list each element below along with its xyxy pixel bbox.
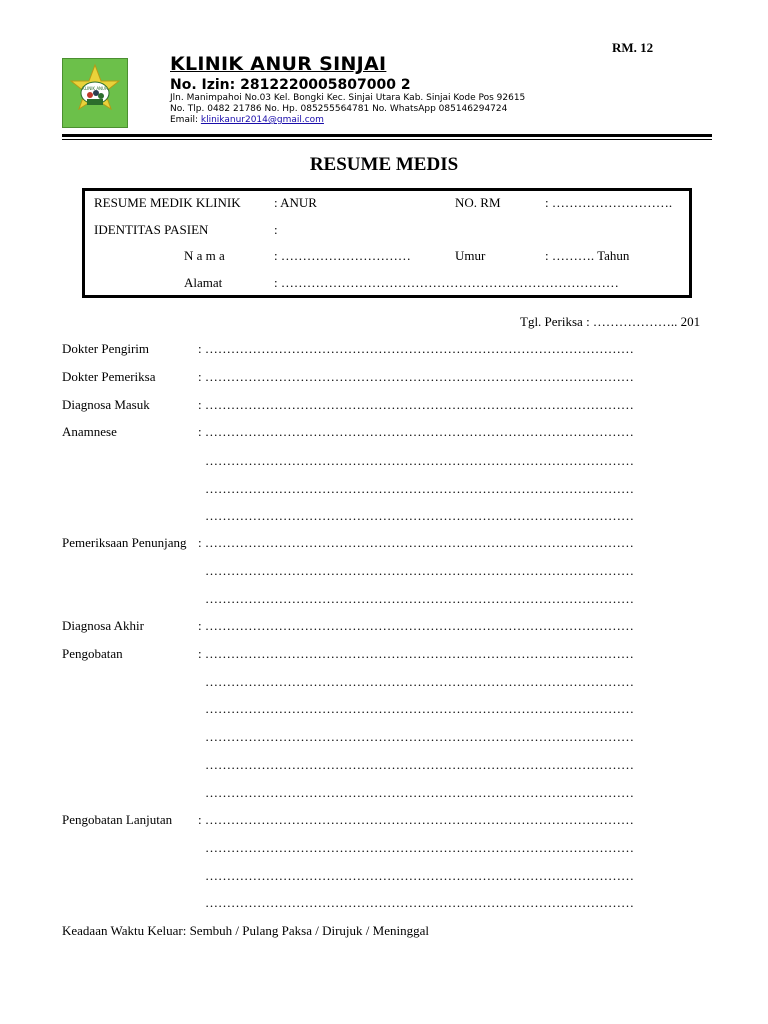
pengobatan-line[interactable]: : ……………………………………………………………………………………… — [198, 646, 634, 661]
pengobatan-lanjutan-label: Pengobatan Lanjutan — [62, 812, 173, 827]
form-code: RM. 12 — [612, 40, 654, 55]
pengobatan-lanjutan-cont-line[interactable]: ……………………………………………………………………………………… — [205, 895, 634, 910]
no-rm-label: NO. RM — [455, 195, 501, 210]
clinic-email-line — [170, 115, 324, 125]
pengobatan-lanjutan-cont-line[interactable]: ……………………………………………………………………………………… — [205, 868, 634, 883]
clinic-label: RESUME MEDIK KLINIK — [94, 195, 241, 210]
clinic-name: KLINIK ANUR SINJAI — [170, 53, 387, 75]
pengobatan-lanjutan-cont-line[interactable]: ……………………………………………………………………………………… — [205, 840, 634, 855]
clinic-license: No. Izin: 2812220005807000 2 — [170, 77, 411, 93]
clinic-address: Jln. Manimpahoi No.03 Kel. Bongki Kec. Sinjai Utara Kab. Sinjai Kode Pos 92615 — [170, 93, 526, 103]
diagnosa-akhir-line[interactable]: : ……………………………………………………………………………………… — [198, 618, 634, 633]
dokter-pemeriksa-line[interactable]: : ……………………………………………………………………………………… — [198, 369, 634, 384]
logo-lettering: KLINIK ANUR — [82, 86, 108, 91]
name-label: N a m a — [184, 248, 225, 263]
no-rm-value[interactable]: : ………………………. — [545, 195, 673, 210]
pengobatan-cont-line[interactable]: ……………………………………………………………………………………… — [205, 729, 634, 744]
email-label: Email: — [170, 115, 201, 125]
pengobatan-cont-line[interactable]: ……………………………………………………………………………………… — [205, 757, 634, 772]
email-link[interactable]: klinikanur2014@gmail.com — [200, 115, 324, 125]
pemeriksaan-penunjang-line[interactable]: : ……………………………………………………………………………………… — [198, 535, 634, 550]
clinic-phones: No. Tlp. 0482 21786 No. Hp. 085255564781 No. WhatsApp 085146294724 — [170, 104, 508, 114]
pengobatan-lanjutan-line[interactable]: : ……………………………………………………………………………………… — [198, 812, 634, 827]
header-rule-thin — [62, 139, 712, 140]
discharge-state: Keadaan Waktu Keluar: Sembuh / Pulang Paksa / Dirujuk / Meninggal — [62, 923, 429, 938]
pengobatan-label: Pengobatan — [62, 646, 123, 661]
dokter-pengirim-line[interactable]: : ……………………………………………………………………………………… — [198, 341, 634, 356]
patient-identity-label: IDENTITAS PASIEN — [94, 222, 209, 237]
dokter-pemeriksa-label: Dokter Pemeriksa — [62, 369, 156, 384]
diagnosa-akhir-label: Diagnosa Akhir — [62, 618, 144, 633]
dokter-pengirim-label: Dokter Pengirim — [62, 341, 150, 356]
name-value[interactable]: : ………………………… — [274, 248, 411, 263]
anamnese-label: Anamnese — [62, 424, 117, 439]
address-value[interactable]: : …………………………………………………………………… — [274, 275, 619, 290]
pengobatan-cont-line[interactable]: ……………………………………………………………………………………… — [205, 785, 634, 800]
document-title: RESUME MEDIS — [309, 154, 459, 175]
pemeriksaan-penunjang-cont-line[interactable]: ……………………………………………………………………………………… — [205, 591, 634, 606]
address-label: Alamat — [184, 275, 223, 290]
anamnese-cont-line[interactable]: ……………………………………………………………………………………… — [205, 481, 634, 496]
anamnese-cont-line[interactable]: ……………………………………………………………………………………… — [205, 508, 634, 523]
pemeriksaan-penunjang-label: Pemeriksaan Penunjang — [62, 535, 187, 550]
anamnese-cont-line[interactable]: ……………………………………………………………………………………… — [205, 453, 634, 468]
diagnosa-masuk-line[interactable]: : ……………………………………………………………………………………… — [198, 397, 634, 412]
clinic-logo — [62, 58, 128, 128]
diagnosa-masuk-label: Diagnosa Masuk — [62, 397, 150, 412]
anamnese-line[interactable]: : ……………………………………………………………………………………… — [198, 424, 634, 439]
age-label: Umur — [455, 248, 486, 263]
age-value[interactable]: : ………. Tahun — [545, 248, 630, 263]
patient-identity-value: : — [274, 222, 278, 237]
pengobatan-cont-line[interactable]: ……………………………………………………………………………………… — [205, 674, 634, 689]
header-rule-thick — [62, 134, 712, 137]
pemeriksaan-penunjang-cont-line[interactable]: ……………………………………………………………………………………… — [205, 563, 634, 578]
clinic-value: : ANUR — [274, 195, 317, 210]
pengobatan-cont-line[interactable]: ……………………………………………………………………………………… — [205, 701, 634, 716]
exam-date[interactable]: Tgl. Periksa : ……………….. 201 — [520, 314, 701, 329]
